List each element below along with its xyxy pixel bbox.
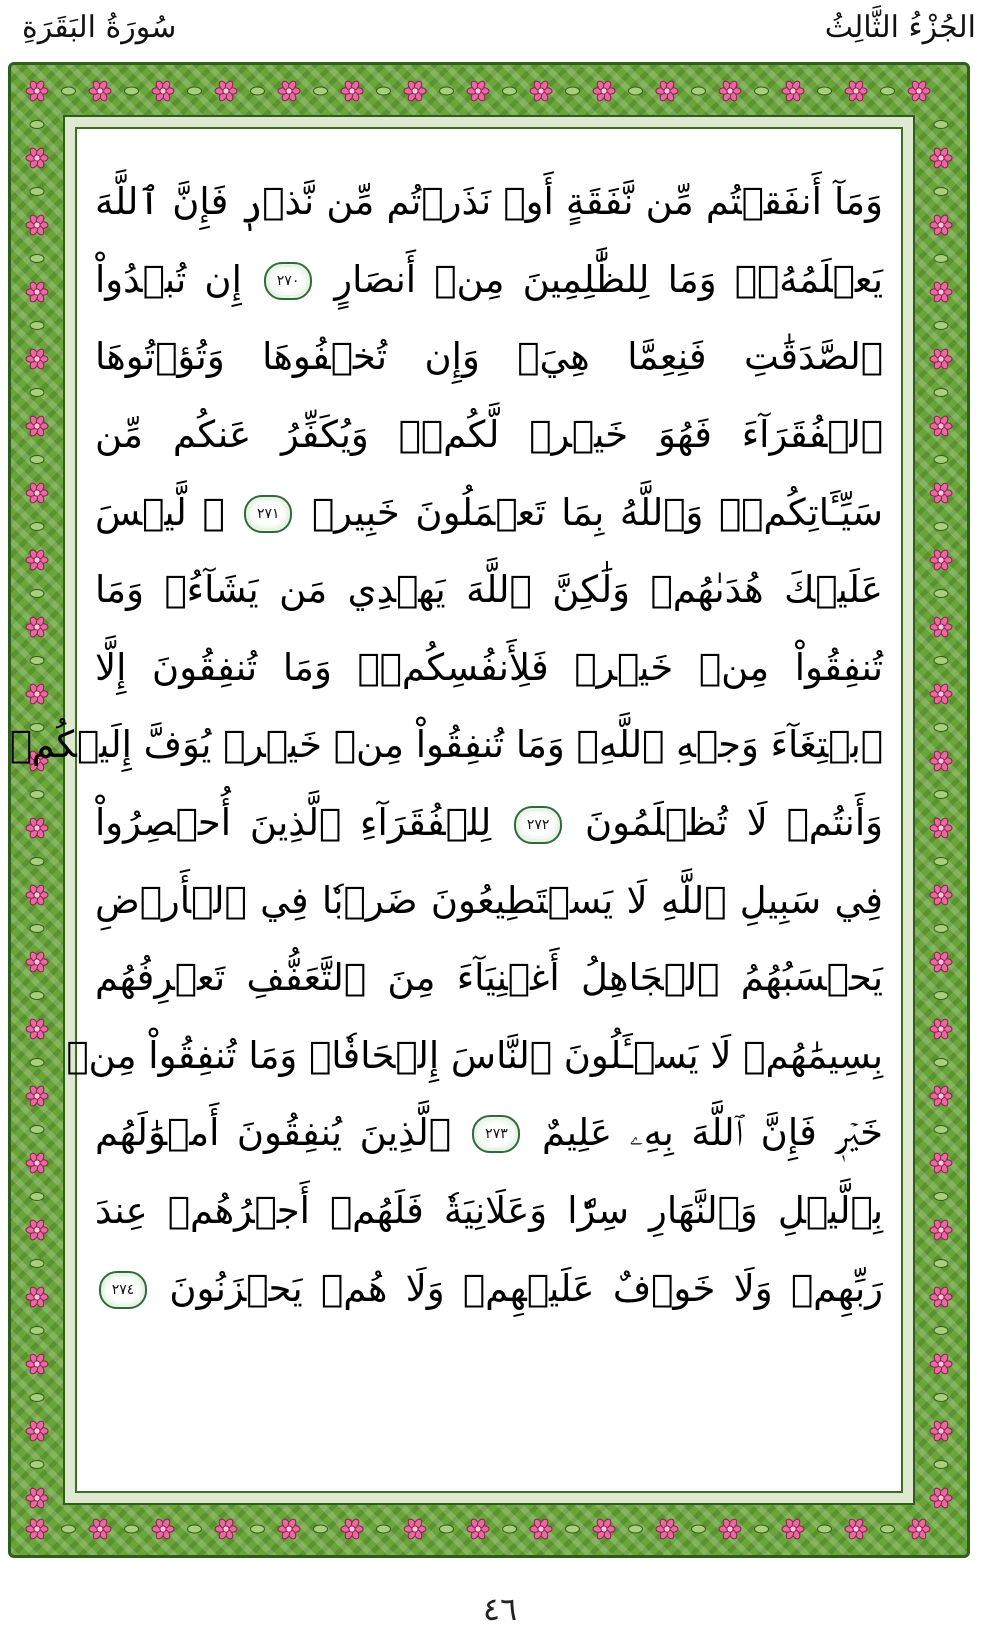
flower-ornament bbox=[930, 1420, 952, 1442]
flower-ornament bbox=[930, 1487, 952, 1509]
flower-ornament bbox=[908, 1518, 930, 1540]
mushaf-page bbox=[9, 127, 903, 1493]
leaf-ornament bbox=[934, 657, 948, 665]
leaf-ornament bbox=[377, 1525, 391, 1533]
verse-text: بِسِيمَٰهُمۡ لَا يَسۡـَٔلُونَ ٱلنَّاسَ إِلۡحَافٗاۗ وَمَا تُنفِقُواْ مِنۡ bbox=[66, 1033, 883, 1077]
verse-line bbox=[95, 241, 883, 319]
verse-line bbox=[95, 396, 883, 474]
flower-ornament bbox=[278, 80, 300, 102]
leaf-ornament bbox=[251, 87, 265, 95]
leaf-ornament bbox=[881, 87, 895, 95]
verse-text: سَيِّـَٔاتِكُمۡۗ وَٱللَّهُ بِمَا تَعۡمَلُونَ خَبِيرٞ ٢٧١ ۞ لَّيۡسَ bbox=[95, 490, 884, 534]
flower-ornament bbox=[782, 80, 804, 102]
flower-ornament bbox=[845, 1518, 867, 1540]
flower-ornament bbox=[467, 80, 489, 102]
leaf-ornament bbox=[692, 87, 706, 95]
leaf-ornament bbox=[934, 456, 948, 464]
flower-ornament bbox=[26, 1018, 48, 1040]
verse-line bbox=[95, 163, 883, 241]
ayah-number-marker: ٢٧٣ bbox=[472, 1115, 520, 1153]
flower-ornament bbox=[593, 80, 615, 102]
leaf-ornament bbox=[934, 322, 948, 330]
leaf-ornament bbox=[818, 87, 832, 95]
leaf-ornament bbox=[377, 87, 391, 95]
flower-ornament bbox=[152, 1518, 174, 1540]
leaf-ornament bbox=[30, 1193, 44, 1201]
flower-ornament bbox=[26, 1487, 48, 1509]
flower-ornament bbox=[930, 482, 952, 504]
leaf-ornament bbox=[30, 1260, 44, 1268]
leaf-ornament bbox=[30, 1461, 44, 1469]
leaf-ornament bbox=[30, 188, 44, 196]
verse-line bbox=[66, 1017, 883, 1095]
leaf-ornament bbox=[629, 1525, 643, 1533]
leaf-ornament bbox=[934, 925, 948, 933]
flower-ornament bbox=[930, 214, 952, 236]
flower-ornament bbox=[908, 80, 930, 102]
leaf-ornament bbox=[30, 322, 44, 330]
leaf-ornament bbox=[881, 1525, 895, 1533]
flower-ornament bbox=[26, 80, 48, 102]
leaf-ornament bbox=[30, 121, 44, 129]
verse-text-continuation: إِن تُبۡدُواْ bbox=[95, 257, 261, 301]
flower-ornament bbox=[26, 884, 48, 906]
flower-ornament bbox=[930, 1286, 952, 1308]
verse-line bbox=[95, 1172, 883, 1250]
leaf-ornament bbox=[314, 1525, 328, 1533]
page-number: ٤٦ bbox=[482, 1590, 518, 1628]
leaf-ornament bbox=[125, 1525, 139, 1533]
leaf-ornament bbox=[62, 87, 76, 95]
flower-ornament bbox=[467, 1518, 489, 1540]
flower-ornament bbox=[404, 1518, 426, 1540]
flower-ornament bbox=[215, 1518, 237, 1540]
leaf-ornament bbox=[251, 1525, 265, 1533]
verse-text: يَعۡلَمُهُۥۗ وَمَا لِلظَّٰلِمِينَ مِنۡ أَنصَارٍ ٢٧٠ إِن تُبۡدُواْ bbox=[95, 257, 884, 301]
flower-ornament bbox=[215, 80, 237, 102]
leaf-ornament bbox=[30, 925, 44, 933]
ayah-number-marker: ٢٧٤ bbox=[99, 1271, 147, 1309]
ayah-number-marker: ٢٧٢ bbox=[514, 806, 562, 844]
leaf-ornament bbox=[62, 1525, 76, 1533]
verse-text: ٱلصَّدَقَٰتِ فَنِعِمَّا هِيَۖ وَإِن تُخۡفُوهَا وَتُؤۡتُوهَا bbox=[95, 335, 883, 379]
flower-ornament bbox=[930, 281, 952, 303]
flower-ornament bbox=[26, 1152, 48, 1174]
leaf-ornament bbox=[934, 1193, 948, 1201]
verse-line bbox=[95, 551, 883, 629]
leaf-ornament bbox=[934, 1394, 948, 1402]
verse-line bbox=[95, 629, 883, 707]
flower-ornament bbox=[341, 1518, 363, 1540]
flower-ornament bbox=[26, 1085, 48, 1107]
flower-ornament bbox=[930, 616, 952, 638]
leaf-ornament bbox=[566, 87, 580, 95]
verse-line bbox=[95, 1094, 883, 1172]
juz-title: الجُزْءُ الثَّالِثُ bbox=[824, 10, 976, 45]
flower-ornament bbox=[930, 1353, 952, 1375]
flower-ornament bbox=[719, 80, 741, 102]
flower-ornament bbox=[930, 884, 952, 906]
flower-ornament bbox=[930, 817, 952, 839]
leaf-ornament bbox=[188, 87, 202, 95]
verse-line bbox=[9, 706, 883, 784]
leaf-ornament bbox=[934, 523, 948, 531]
verse-text: خَيۡرٖ فَإِنَّ ٱللَّهَ بِهِۦ عَلِيمٌ ٢٧٣ ٱلَّذِينَ يُنفِقُونَ أَمۡوَٰلَهُم bbox=[95, 1110, 883, 1154]
leaf-ornament bbox=[934, 1461, 948, 1469]
flower-ornament bbox=[656, 1518, 678, 1540]
flower-ornament bbox=[26, 214, 48, 236]
flower-ornament bbox=[278, 1518, 300, 1540]
flower-ornament bbox=[26, 415, 48, 437]
leaf-ornament bbox=[30, 1126, 44, 1134]
leaf-ornament bbox=[30, 523, 44, 531]
leaf-ornament bbox=[30, 1059, 44, 1067]
flower-ornament bbox=[930, 348, 952, 370]
verse-line bbox=[95, 473, 883, 551]
leaf-ornament bbox=[692, 1525, 706, 1533]
verse-text: ٱبۡتِغَآءَ وَجۡهِ ٱللَّهِۚ وَمَا تُنفِقُواْ مِنۡ خَيۡرٖ يُوَفَّ إِلَيۡكُمۡ bbox=[9, 723, 883, 767]
ayah-number-marker: ٢٧١ bbox=[244, 495, 292, 533]
verse-line bbox=[95, 318, 883, 396]
verse-text: وَمَآ أَنفَقۡتُم مِّن نَّفَقَةٍ أَوۡ نَذَرۡتُم مِّن نَّذۡرٖ فَإِنَّ ٱللَّهَ bbox=[95, 180, 883, 224]
leaf-ornament bbox=[566, 1525, 580, 1533]
flower-ornament bbox=[26, 1518, 48, 1540]
flower-ornament bbox=[530, 80, 552, 102]
leaf-ornament bbox=[818, 1525, 832, 1533]
leaf-ornament bbox=[440, 1525, 454, 1533]
verse-text: ٱلۡفُقَرَآءَ فَهُوَ خَيۡرٞ لَّكُمۡۚ وَيُكَفِّرُ عَنكُم مِّن bbox=[95, 413, 883, 457]
leaf-ornament bbox=[30, 791, 44, 799]
flower-ornament bbox=[656, 80, 678, 102]
leaf-ornament bbox=[30, 1394, 44, 1402]
leaf-ornament bbox=[503, 1525, 517, 1533]
flower-ornament bbox=[26, 1420, 48, 1442]
flower-ornament bbox=[930, 1085, 952, 1107]
leaf-ornament bbox=[934, 992, 948, 1000]
flower-ornament bbox=[26, 817, 48, 839]
flower-ornament bbox=[930, 951, 952, 973]
leaf-ornament bbox=[30, 255, 44, 263]
leaf-ornament bbox=[314, 87, 328, 95]
leaf-ornament bbox=[934, 389, 948, 397]
leaf-ornament bbox=[934, 1059, 948, 1067]
flower-ornament bbox=[930, 683, 952, 705]
leaf-ornament bbox=[503, 87, 517, 95]
flower-ornament bbox=[26, 951, 48, 973]
flower-ornament bbox=[341, 80, 363, 102]
flower-ornament bbox=[930, 1152, 952, 1174]
leaf-ornament bbox=[30, 590, 44, 598]
verse-line bbox=[95, 784, 883, 862]
leaf-ornament bbox=[934, 188, 948, 196]
flower-ornament bbox=[719, 1518, 741, 1540]
flower-ornament bbox=[930, 1219, 952, 1241]
flower-ornament bbox=[26, 616, 48, 638]
flower-ornament bbox=[26, 281, 48, 303]
leaf-ornament bbox=[125, 87, 139, 95]
leaf-ornament bbox=[934, 1126, 948, 1134]
flower-ornament bbox=[593, 1518, 615, 1540]
flower-ornament bbox=[26, 683, 48, 705]
leaf-ornament bbox=[629, 87, 643, 95]
flower-ornament bbox=[26, 549, 48, 571]
verse-line bbox=[95, 1249, 883, 1327]
leaf-ornament bbox=[934, 1327, 948, 1335]
leaf-ornament bbox=[30, 389, 44, 397]
leaf-ornament bbox=[934, 791, 948, 799]
leaf-ornament bbox=[30, 858, 44, 866]
leaf-ornament bbox=[30, 1327, 44, 1335]
verse-text: رَبِّهِمۡ وَلَا خَوۡفٌ عَلَيۡهِمۡ وَلَا هُمۡ يَحۡزَنُونَ ٢٧٤ bbox=[95, 1267, 883, 1310]
leaf-ornament bbox=[934, 724, 948, 732]
flower-ornament bbox=[26, 482, 48, 504]
flower-ornament bbox=[26, 348, 48, 370]
leaf-ornament bbox=[934, 255, 948, 263]
flower-ornament bbox=[930, 750, 952, 772]
flower-ornament bbox=[782, 1518, 804, 1540]
flower-ornament bbox=[26, 1286, 48, 1308]
leaf-ornament bbox=[30, 657, 44, 665]
verse-line bbox=[95, 861, 883, 939]
verse-block bbox=[9, 163, 884, 1327]
page-header bbox=[0, 0, 1000, 60]
flower-ornament bbox=[404, 80, 426, 102]
flower-ornament bbox=[845, 80, 867, 102]
flower-ornament bbox=[26, 1353, 48, 1375]
verse-text: فِي سَبِيلِ ٱللَّهِ لَا يَسۡتَطِيعُونَ ضَرۡبٗا فِي ٱلۡأَرۡضِ bbox=[95, 878, 883, 922]
inner-border bbox=[9, 115, 915, 1505]
leaf-ornament bbox=[440, 87, 454, 95]
flower-ornament bbox=[152, 80, 174, 102]
leaf-ornament bbox=[188, 1525, 202, 1533]
flower-ornament bbox=[930, 415, 952, 437]
ayah-number-marker: ٢٧٠ bbox=[264, 262, 312, 300]
surah-title: سُورَةُ البَقَرَةِ bbox=[22, 10, 177, 45]
flower-ornament bbox=[930, 147, 952, 169]
verse-text-continuation: ۞ لَّيۡسَ bbox=[95, 490, 241, 534]
leaf-ornament bbox=[934, 1260, 948, 1268]
verse-text: يَحۡسَبُهُمُ ٱلۡجَاهِلُ أَغۡنِيَآءَ مِنَ ٱلتَّعَفُّفِ تَعۡرِفُهُم bbox=[95, 956, 883, 1000]
flower-ornament bbox=[26, 1219, 48, 1241]
leaf-ornament bbox=[30, 992, 44, 1000]
flower-ornament bbox=[930, 549, 952, 571]
ornamental-frame bbox=[8, 62, 970, 1558]
verse-text: وَأَنتُمۡ لَا تُظۡلَمُونَ ٢٧٢ لِلۡفُقَرَآءِ ٱلَّذِينَ أُحۡصِرُواْ bbox=[95, 801, 884, 845]
leaf-ornament bbox=[934, 858, 948, 866]
leaf-ornament bbox=[755, 87, 769, 95]
flower-ornament bbox=[530, 1518, 552, 1540]
verse-text: تُنفِقُواْ مِنۡ خَيۡرٖ فَلِأَنفُسِكُمۡۚ وَمَا تُنفِقُونَ إِلَّا bbox=[95, 645, 883, 689]
verse-text: عَلَيۡكَ هُدَىٰهُمۡ وَلَٰكِنَّ ٱللَّهَ يَهۡدِي مَن يَشَآءُۗ وَمَا bbox=[95, 568, 883, 612]
flower-ornament bbox=[89, 1518, 111, 1540]
leaf-ornament bbox=[30, 456, 44, 464]
verse-line bbox=[95, 939, 883, 1017]
leaf-ornament bbox=[934, 121, 948, 129]
verse-text-continuation: ٱلَّذِينَ يُنفِقُونَ أَمۡوَٰلَهُم bbox=[95, 1110, 469, 1154]
flower-ornament bbox=[89, 80, 111, 102]
leaf-ornament bbox=[755, 1525, 769, 1533]
flower-ornament bbox=[930, 1018, 952, 1040]
verse-text-continuation: لِلۡفُقَرَآءِ ٱلَّذِينَ أُحۡصِرُواْ bbox=[95, 801, 511, 845]
verse-text: بِٱلَّيۡلِ وَٱلنَّهَارِ سِرّٗا وَعَلَانِيَةٗ فَلَهُمۡ أَجۡرُهُمۡ عِندَ bbox=[95, 1189, 883, 1233]
leaf-ornament bbox=[934, 590, 948, 598]
flower-ornament bbox=[26, 147, 48, 169]
